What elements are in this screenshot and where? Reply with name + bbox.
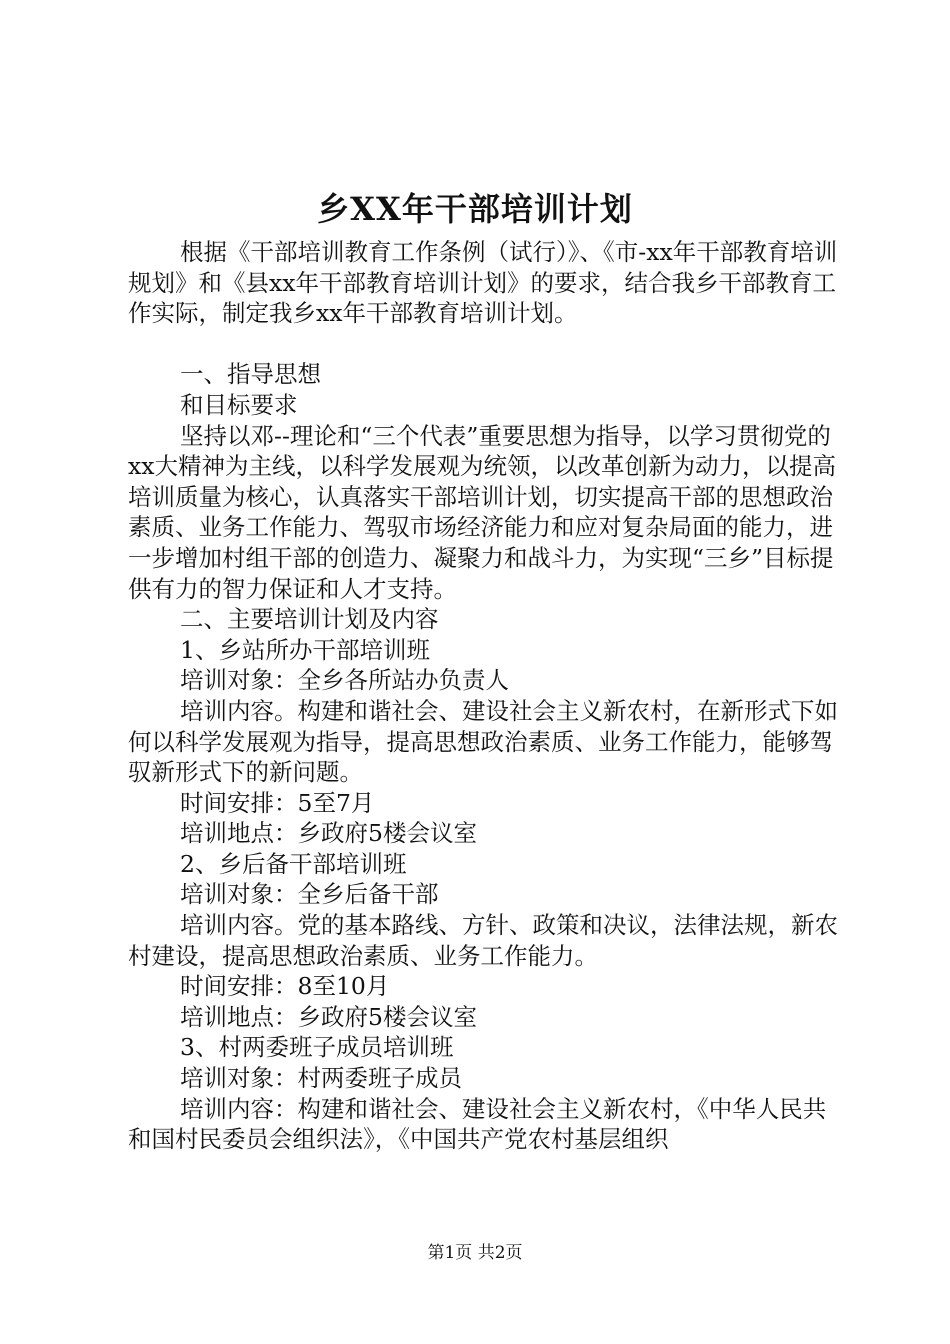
document-title: 乡XX年干部培训计划: [317, 190, 633, 228]
training-class-2-location: 培训地点：乡政府5楼会议室: [180, 1002, 477, 1031]
page-number-footer: 第1页 共2页: [427, 1243, 523, 1263]
paragraph-spacer: [128, 329, 840, 360]
training-class-1-location: 培训地点：乡政府5楼会议室: [180, 819, 477, 848]
intro-paragraph: 根据《干部培训教育工作条例（试行）》、《市-xx年干部教育培训规划》和《县xx年干部教育培训计划》的要求，结合我乡干部教育工作实际，制定我乡xx年干部教育培训计划。: [128, 238, 838, 328]
document-body: [128, 237, 840, 1155]
section-heading-2: 二、主要培训计划及内容: [180, 605, 439, 634]
training-class-3-heading: 3、村两委班子成员培训班: [180, 1033, 454, 1062]
training-class-2-target: 培训对象：全乡后备干部: [180, 880, 439, 909]
section-heading-1: 一、指导思想: [180, 360, 321, 389]
training-class-2-schedule: 时间安排：8至10月: [180, 972, 390, 1001]
section-heading-1-continued: 和目标要求: [180, 390, 298, 419]
training-class-2-heading: 2、乡后备干部培训班: [180, 849, 407, 878]
training-class-2-content: 培训内容。党的基本路线、方针、政策和决议，法律法规，新农村建设，提高思想政治素质、业务工作能力。: [128, 911, 838, 970]
training-class-3-target: 培训对象：村两委班子成员: [180, 1064, 462, 1093]
training-class-1-target: 培训对象：全乡各所站办负责人: [180, 666, 509, 695]
training-class-1-heading: 1、乡站所办干部培训班: [180, 635, 430, 664]
training-class-1-content: 培训内容。构建和谐社会、建设社会主义新农村，在新形式下如何以科学发展观为指导，提高思想政治素质、业务工作能力，能够驾驭新形式下的新问题。: [128, 696, 838, 787]
guiding-principles-paragraph: 坚持以邓--理论和“三个代表”重要思想为指导，以学习贯彻党的xx大精神为主线，以科学发展观为统领，以改革创新为动力，以提高培训质量为核心，认真落实干部培训计划，切实提高干部的思想政治素质、业务工作能力、驾驭市场经济能力和应对复杂局面的能力，进一步增加村组干部的创造力、凝聚力和战斗力，为实现“三乡”目标提供有力的智力保证和人才支持。: [128, 421, 837, 603]
training-class-3-content: 培训内容：构建和谐社会、建设社会主义新农村，《中华人民共和国村民委员会组织法》，《中国共产党农村基层组织: [128, 1094, 827, 1154]
training-class-1-schedule: 时间安排：5至7月: [180, 788, 375, 817]
